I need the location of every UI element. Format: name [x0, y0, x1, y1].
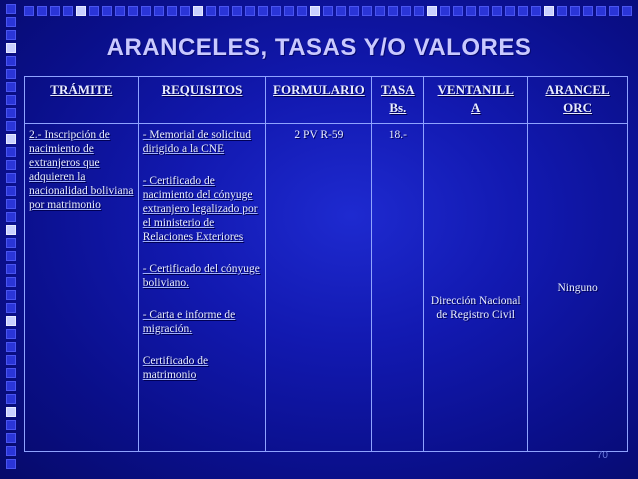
- decorative-square: [570, 6, 580, 16]
- decorative-square: [6, 381, 16, 391]
- header-arancel-line2: ORC: [563, 100, 593, 115]
- decorative-square: [102, 6, 112, 16]
- decorative-square: [6, 303, 16, 313]
- decorative-square: [6, 238, 16, 248]
- decorative-square: [609, 6, 619, 16]
- decorative-square: [219, 6, 229, 16]
- decorative-square: [63, 6, 73, 16]
- decorative-square: [6, 433, 16, 443]
- decorative-square: [24, 6, 34, 16]
- decorative-square: [6, 212, 16, 222]
- table-row: [25, 124, 628, 452]
- decorative-square: [128, 6, 138, 16]
- decorative-square: [323, 6, 333, 16]
- decorative-square: [6, 277, 16, 287]
- decorative-square: [6, 290, 16, 300]
- header-arancel-line1: ARANCEL: [545, 82, 610, 97]
- decorative-square: [544, 6, 554, 16]
- fees-table-container: [24, 76, 628, 452]
- decorative-square: [6, 173, 16, 183]
- header-tramite: TRÁMITE: [25, 77, 139, 124]
- decorative-square: [115, 6, 125, 16]
- header-arancel: [528, 77, 628, 124]
- ventanilla-text: Dirección Nacional de Registro Civil: [430, 294, 521, 321]
- decorative-square: [6, 394, 16, 404]
- requisito-item: - Carta e informe de migración.: [142, 309, 236, 335]
- decorative-square: [362, 6, 372, 16]
- decorative-square: [336, 6, 346, 16]
- decorative-square: [6, 264, 16, 274]
- decorative-square: [583, 6, 593, 16]
- decorative-squares-left: [0, 0, 24, 479]
- decorative-square: [232, 6, 242, 16]
- header-tasa-line2: Bs.: [389, 100, 407, 115]
- requisito-item: - Certificado del cónyuge boliviano.: [142, 263, 260, 289]
- decorative-square: [167, 6, 177, 16]
- decorative-square: [6, 368, 16, 378]
- decorative-square: [6, 407, 16, 417]
- decorative-square: [596, 6, 606, 16]
- header-ventanilla-line1: VENTANILL: [437, 82, 514, 97]
- decorative-square: [6, 316, 16, 326]
- header-tasa-line1: TASA: [380, 82, 415, 97]
- cell-tramite: [25, 124, 139, 452]
- decorative-square: [6, 160, 16, 170]
- decorative-square: [6, 459, 16, 469]
- decorative-square: [89, 6, 99, 16]
- decorative-square: [284, 6, 294, 16]
- tramite-text: 2.- Inscripción de nacimiento de extranjeros que adquieren la nacionalidad boliviana por matrimonio: [29, 129, 134, 211]
- decorative-square: [414, 6, 424, 16]
- decorative-square: [6, 329, 16, 339]
- header-ventanilla-line2: A: [471, 100, 481, 115]
- decorative-square: [193, 6, 203, 16]
- decorative-square: [271, 6, 281, 16]
- cell-requisitos: [138, 124, 266, 452]
- decorative-square: [518, 6, 528, 16]
- requisito-item: - Certificado de nacimiento del cónyuge extranjero legalizado por el ministerio de Relaciones Exteriores: [142, 175, 258, 243]
- decorative-square: [622, 6, 632, 16]
- decorative-square: [6, 251, 16, 261]
- decorative-square: [492, 6, 502, 16]
- decorative-square: [557, 6, 567, 16]
- decorative-square: [141, 6, 151, 16]
- decorative-square: [154, 6, 164, 16]
- slide-number: 70: [596, 450, 608, 461]
- decorative-square: [479, 6, 489, 16]
- decorative-square: [453, 6, 463, 16]
- decorative-square: [6, 95, 16, 105]
- header-ventanilla: [424, 77, 528, 124]
- decorative-square: [6, 147, 16, 157]
- decorative-square: [440, 6, 450, 16]
- decorative-square: [310, 6, 320, 16]
- decorative-square: [206, 6, 216, 16]
- decorative-square: [6, 82, 16, 92]
- cell-ventanilla: [424, 124, 528, 452]
- decorative-square: [245, 6, 255, 16]
- cell-formulario: 2 PV R-59: [266, 124, 372, 452]
- decorative-square: [6, 134, 16, 144]
- cell-tasa: 18.-: [372, 124, 424, 452]
- decorative-square: [388, 6, 398, 16]
- decorative-square: [349, 6, 359, 16]
- decorative-square: [6, 108, 16, 118]
- decorative-square: [505, 6, 515, 16]
- decorative-square: [6, 121, 16, 131]
- decorative-square: [427, 6, 437, 16]
- decorative-squares-top: [0, 0, 638, 24]
- header-requisitos: REQUISITOS: [138, 77, 266, 124]
- decorative-square: [6, 225, 16, 235]
- decorative-square: [375, 6, 385, 16]
- decorative-square: [180, 6, 190, 16]
- decorative-square: [6, 69, 16, 79]
- decorative-square: [401, 6, 411, 16]
- decorative-square: [466, 6, 476, 16]
- header-formulario: FORMULARIO: [266, 77, 372, 124]
- decorative-square: [6, 186, 16, 196]
- decorative-square: [76, 6, 86, 16]
- table-header-row: [25, 77, 628, 124]
- decorative-square: [37, 6, 47, 16]
- requisito-item: - Memorial de solicitud dirigido a la CNE: [142, 129, 251, 155]
- decorative-square: [6, 342, 16, 352]
- cell-arancel: [528, 124, 628, 452]
- decorative-square: [6, 355, 16, 365]
- decorative-square: [6, 199, 16, 209]
- fees-table: [24, 76, 628, 452]
- decorative-square: [258, 6, 268, 16]
- decorative-square: [6, 420, 16, 430]
- decorative-square: [6, 446, 16, 456]
- decorative-square: [50, 6, 60, 16]
- decorative-square: [531, 6, 541, 16]
- requisito-item: Certificado de matrimonio: [142, 355, 209, 381]
- arancel-text: Ninguno: [557, 281, 598, 294]
- decorative-square: [297, 6, 307, 16]
- slide-title: ARANCELES, TASAS Y/O VALORES: [106, 34, 532, 61]
- header-tasa: [372, 77, 424, 124]
